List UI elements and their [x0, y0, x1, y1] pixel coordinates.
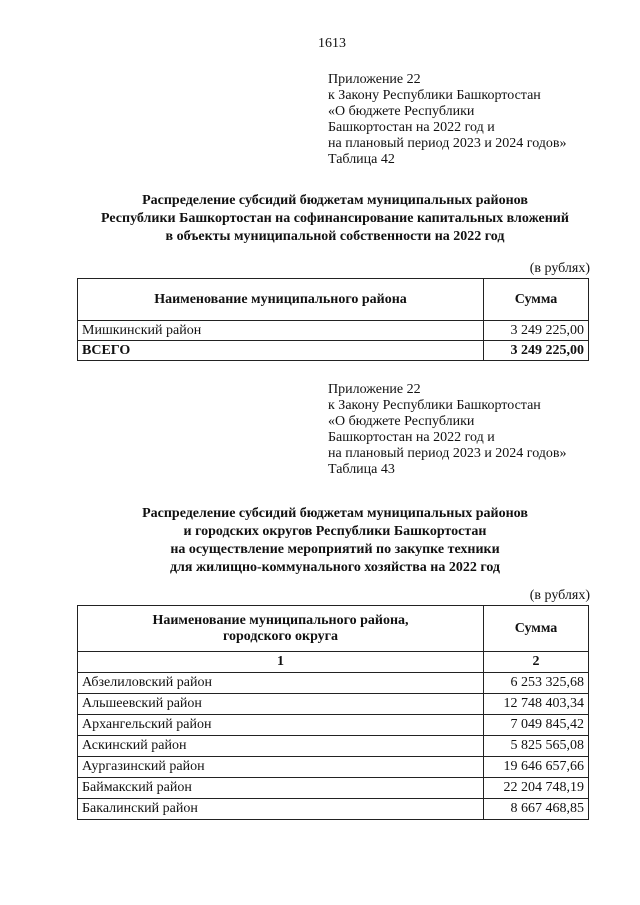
table-number: Таблица 42: [328, 152, 395, 167]
appendix-line: к Закону Республики Башкортостан: [328, 398, 541, 413]
district-sum: 5 825 565,08: [484, 736, 589, 757]
column-number: 1: [78, 652, 484, 673]
table-43: [77, 605, 589, 820]
district-name: Абзелиловский район: [78, 673, 484, 694]
table-row: [78, 736, 589, 757]
total-row: [78, 341, 589, 361]
table-43-title: [70, 505, 600, 577]
total-label: ВСЕГО: [78, 341, 484, 361]
table-header-row: [78, 606, 589, 652]
district-name: Аскинский район: [78, 736, 484, 757]
district-sum: 3 249 225,00: [484, 321, 589, 341]
appendix-line: на плановый период 2023 и 2024 годов»: [328, 446, 567, 461]
table-row: [78, 715, 589, 736]
header-sum: Сумма: [484, 606, 589, 652]
appendix-line: Приложение 22: [328, 382, 421, 397]
title-line: для жилищно-коммунального хозяйства на 2022 год: [169, 560, 501, 575]
table-row: [78, 321, 589, 341]
table-number: Таблица 43: [328, 462, 395, 477]
appendix-note-table-42: [328, 72, 567, 168]
appendix-note-table-43: [328, 382, 567, 478]
title-line: Распределение субсидий бюджетам муниципальных районов: [142, 506, 528, 521]
district-sum: 19 646 657,66: [484, 757, 589, 778]
table-row: [78, 694, 589, 715]
column-number: 2: [484, 652, 589, 673]
district-name: Бакалинский район: [78, 799, 484, 820]
header-sum: Сумма: [484, 279, 589, 321]
header-name-line: городского округа: [222, 628, 339, 644]
appendix-line: «О бюджете Республики: [328, 414, 475, 429]
district-sum: 7 049 845,42: [484, 715, 589, 736]
total-sum: 3 249 225,00: [484, 341, 589, 361]
district-name: Архангельский район: [78, 715, 484, 736]
appendix-line: Башкортостан на 2022 год и: [328, 120, 495, 135]
appendix-line: к Закону Республики Башкортостан: [328, 88, 541, 103]
table-row: [78, 799, 589, 820]
district-sum: 8 667 468,85: [484, 799, 589, 820]
table-row: [78, 673, 589, 694]
unit-label: (в рублях): [529, 588, 590, 603]
table-42-title: [70, 192, 600, 246]
column-number-row: [78, 652, 589, 673]
district-name: Баймакский район: [78, 778, 484, 799]
header-name: [78, 606, 484, 652]
district-sum: 6 253 325,68: [484, 673, 589, 694]
table-row: [78, 757, 589, 778]
district-name: Аургазинский район: [78, 757, 484, 778]
header-name-line: Наименование муниципального района,: [152, 612, 409, 628]
title-line: и городских округов Республики Башкортостан: [183, 524, 487, 539]
appendix-line: Приложение 22: [328, 72, 421, 87]
unit-label: (в рублях): [529, 261, 590, 276]
title-line: на осуществление мероприятий по закупке техники: [170, 542, 500, 557]
district-name: Мишкинский район: [78, 321, 484, 341]
district-sum: 22 204 748,19: [484, 778, 589, 799]
table-row: [78, 778, 589, 799]
table-42: [77, 278, 589, 361]
title-line: Распределение субсидий бюджетам муниципальных районов: [142, 193, 528, 208]
table-header-row: [78, 279, 589, 321]
title-line: в объекты муниципальной собственности на 2022 год: [165, 229, 505, 244]
appendix-line: на плановый период 2023 и 2024 годов»: [328, 136, 567, 151]
appendix-line: Башкортостан на 2022 год и: [328, 430, 495, 445]
page-number: 1613: [318, 36, 346, 51]
header-name: Наименование муниципального района: [78, 279, 484, 321]
appendix-line: «О бюджете Республики: [328, 104, 475, 119]
title-line: Республики Башкортостан на софинансирование капитальных вложений: [101, 211, 569, 226]
district-name: Альшеевский район: [78, 694, 484, 715]
district-sum: 12 748 403,34: [484, 694, 589, 715]
